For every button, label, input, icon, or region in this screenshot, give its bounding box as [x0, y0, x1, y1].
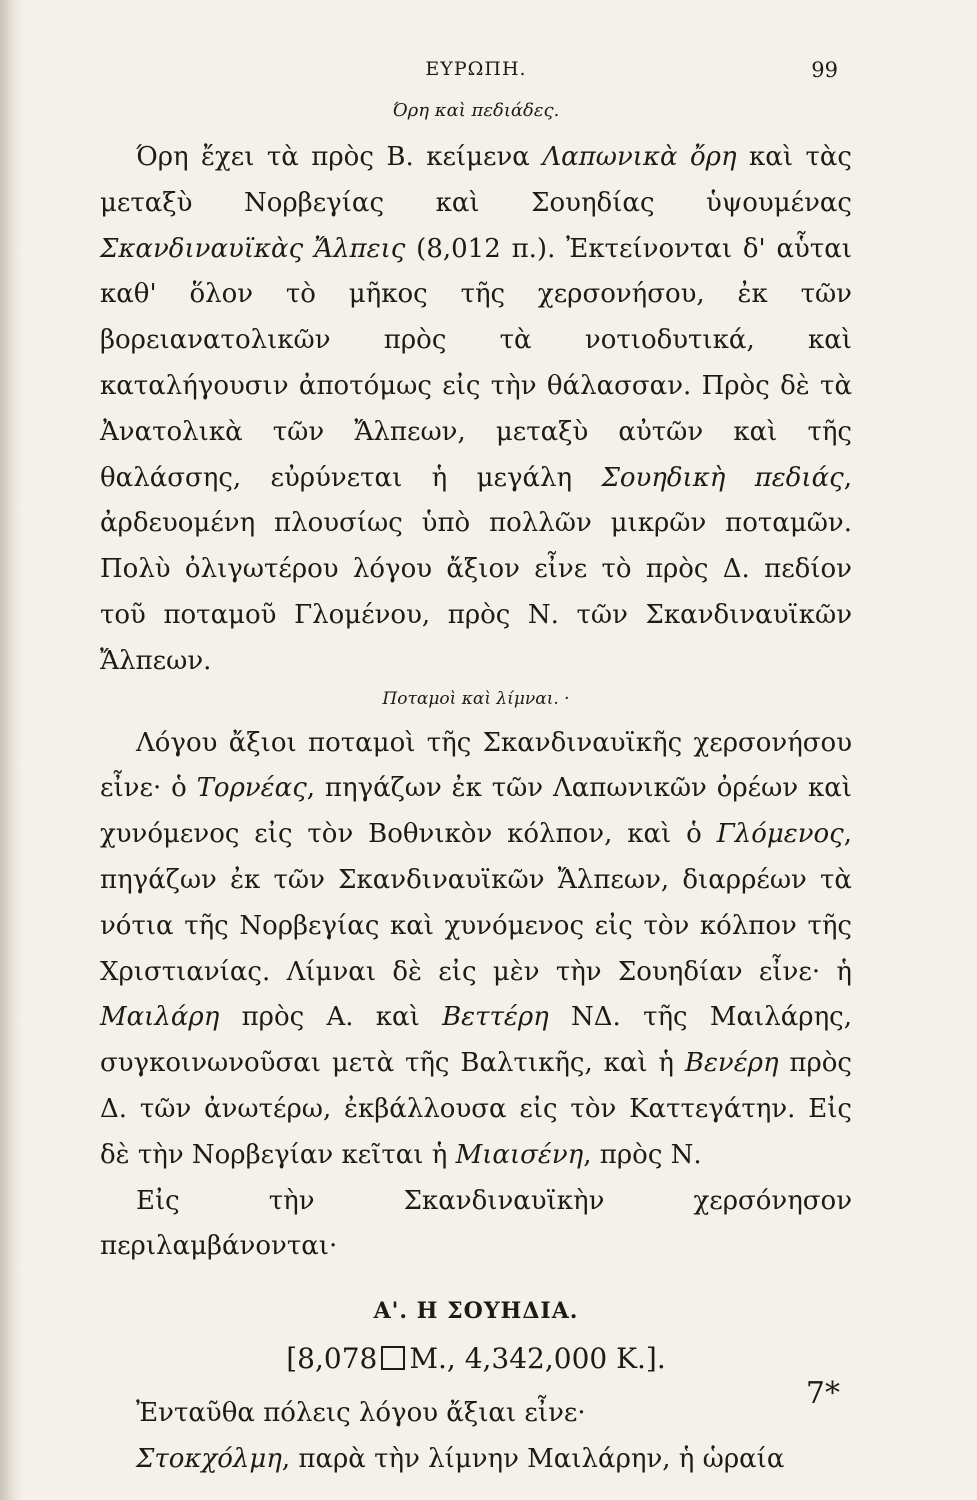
rivers-paragraph: Λόγου ἄξιοι ποταμοὶ τῆς Σκανδιναυϊκῆς χερσονήσου εἶνε· ὁ Τορνέας, πηγάζων ἐκ τῶν Λαπωνικῶν ὀρέων καὶ χυνόμενος εἰς τὸν Βοθνικὸν κόλπον, καὶ ὁ Γλόμενος, πηγάζων ἐκ τῶν Σκανδιναυϊκῶν Ἄλπεων, διαρρέων τὰ νότια τῆς Νορβεγίας καὶ χυνόμενος εἰς τὸν κόλπον τῆς Χριστιανίας. Λίμναι δὲ εἰς μὲν τὴν Σουηδίαν εἶνε· ἡ Μαιλάρη πρὸς Α. καὶ Βεττέρη ΝΔ. τῆς Μαιλάρης, συγκοινωνοῦσαι μετὰ τῆς Βαλτικῆς, καὶ ἡ Βενέρη πρὸς Δ. τῶν ἀνωτέρω, ἐκβάλλουσα εἰς τὸν Καττεγάτην. Εἰς δὲ τὴν Νορβεγίαν κεῖται ἡ Μιαισένη, πρὸς Ν. — [100, 727, 852, 1170]
cities-intro: Ἐνταῦθα πόλεις λόγου ἄξιαι εἶνε· — [136, 1398, 586, 1429]
lake-malaren: Μαιλάρη — [100, 1002, 220, 1033]
cities-paragraph: Στοκχόλμη, παρὰ τὴν λίμνην Μαιλάρην, ἡ ὡραία — [136, 1443, 785, 1474]
book-spine-shadow — [0, 0, 22, 1500]
city-stockholm: Στοκχόλμη — [136, 1443, 282, 1474]
sweden-stats: [8,078 Μ., 4,342,000 Κ.]. — [286, 1342, 666, 1376]
lake-vattern: Βεττέρη — [442, 1002, 549, 1033]
rivers-heading: Ποταμοὶ καὶ λίμναι. · — [382, 688, 570, 709]
signature-mark: 7* — [805, 1376, 840, 1411]
square-symbol-icon — [381, 1346, 405, 1370]
mountains-heading: Όρη καὶ πεδιάδες. — [392, 100, 560, 121]
mountains-paragraph: Όρη ἔχει τὰ πρὸς Β. κείμενα Λαπωνικὰ ὄρη καὶ τὰς μεταξὺ Νορβεγίας καὶ Σουηδίας ὑψουμένας Σκανδιναυϊκὰς Ἄλπεις (8,012 π.). Ἐκτείνονται δ' αὗται καθ' ὅλον τὸ μῆκος τῆς χερσονήσου, ἐκ τῶν βορειανατολικῶν πρὸς τὰ νοτιοδυτικά, καὶ καταλήγουσιν ἀποτόμως εἰς τὴν θάλασσαν. Πρὸς δὲ τὰ Ἀνατολικὰ τῶν Ἄλπεων, μεταξὺ αὐτῶν καὶ τῆς θαλάσσης, εὐρύνεται ἡ μεγάλη Σουηδικὴ πεδιάς, ἀρδευομένη πλουσίως ὑπὸ πολλῶν μικρῶν ποταμῶν. Πολὺ ὀλιγωτέρου λόγου ἄξιον εἶνε τὸ πρὸς Δ. πεδίον τοῦ ποταμοῦ Γλομένου, πρὸς Ν. τῶν Σκανδιναυϊκῶν Ἄλπεων. — [100, 142, 852, 676]
includes-paragraph: Εἰς τὴν Σκανδιναυϊκὴν χερσόνησον περιλαμβάνονται· — [100, 1185, 852, 1262]
section-title-sweden: Α'. Η ΣΟΥΗΔΙΑ. — [373, 1298, 579, 1325]
lake-vanern: Βενέρη — [684, 1048, 779, 1079]
lake-mjosa: Μιαισένη — [455, 1139, 584, 1170]
scandinavian-alps: Σκανδιναυϊκὰς Ἄλπεις — [100, 233, 406, 264]
swedish-plain: Σουηδικὴ πεδιάς — [601, 462, 844, 493]
running-header — [100, 58, 852, 98]
river-tornea: Τορνέας — [196, 773, 307, 804]
book-page — [100, 58, 852, 1474]
lapland-mountains: Λαπωνικὰ ὄρη — [542, 142, 737, 172]
river-glomen: Γλόμενος — [716, 819, 844, 850]
running-title: ΕΥΡΩΠΗ. — [425, 58, 527, 80]
page-number: 99 — [811, 58, 838, 82]
